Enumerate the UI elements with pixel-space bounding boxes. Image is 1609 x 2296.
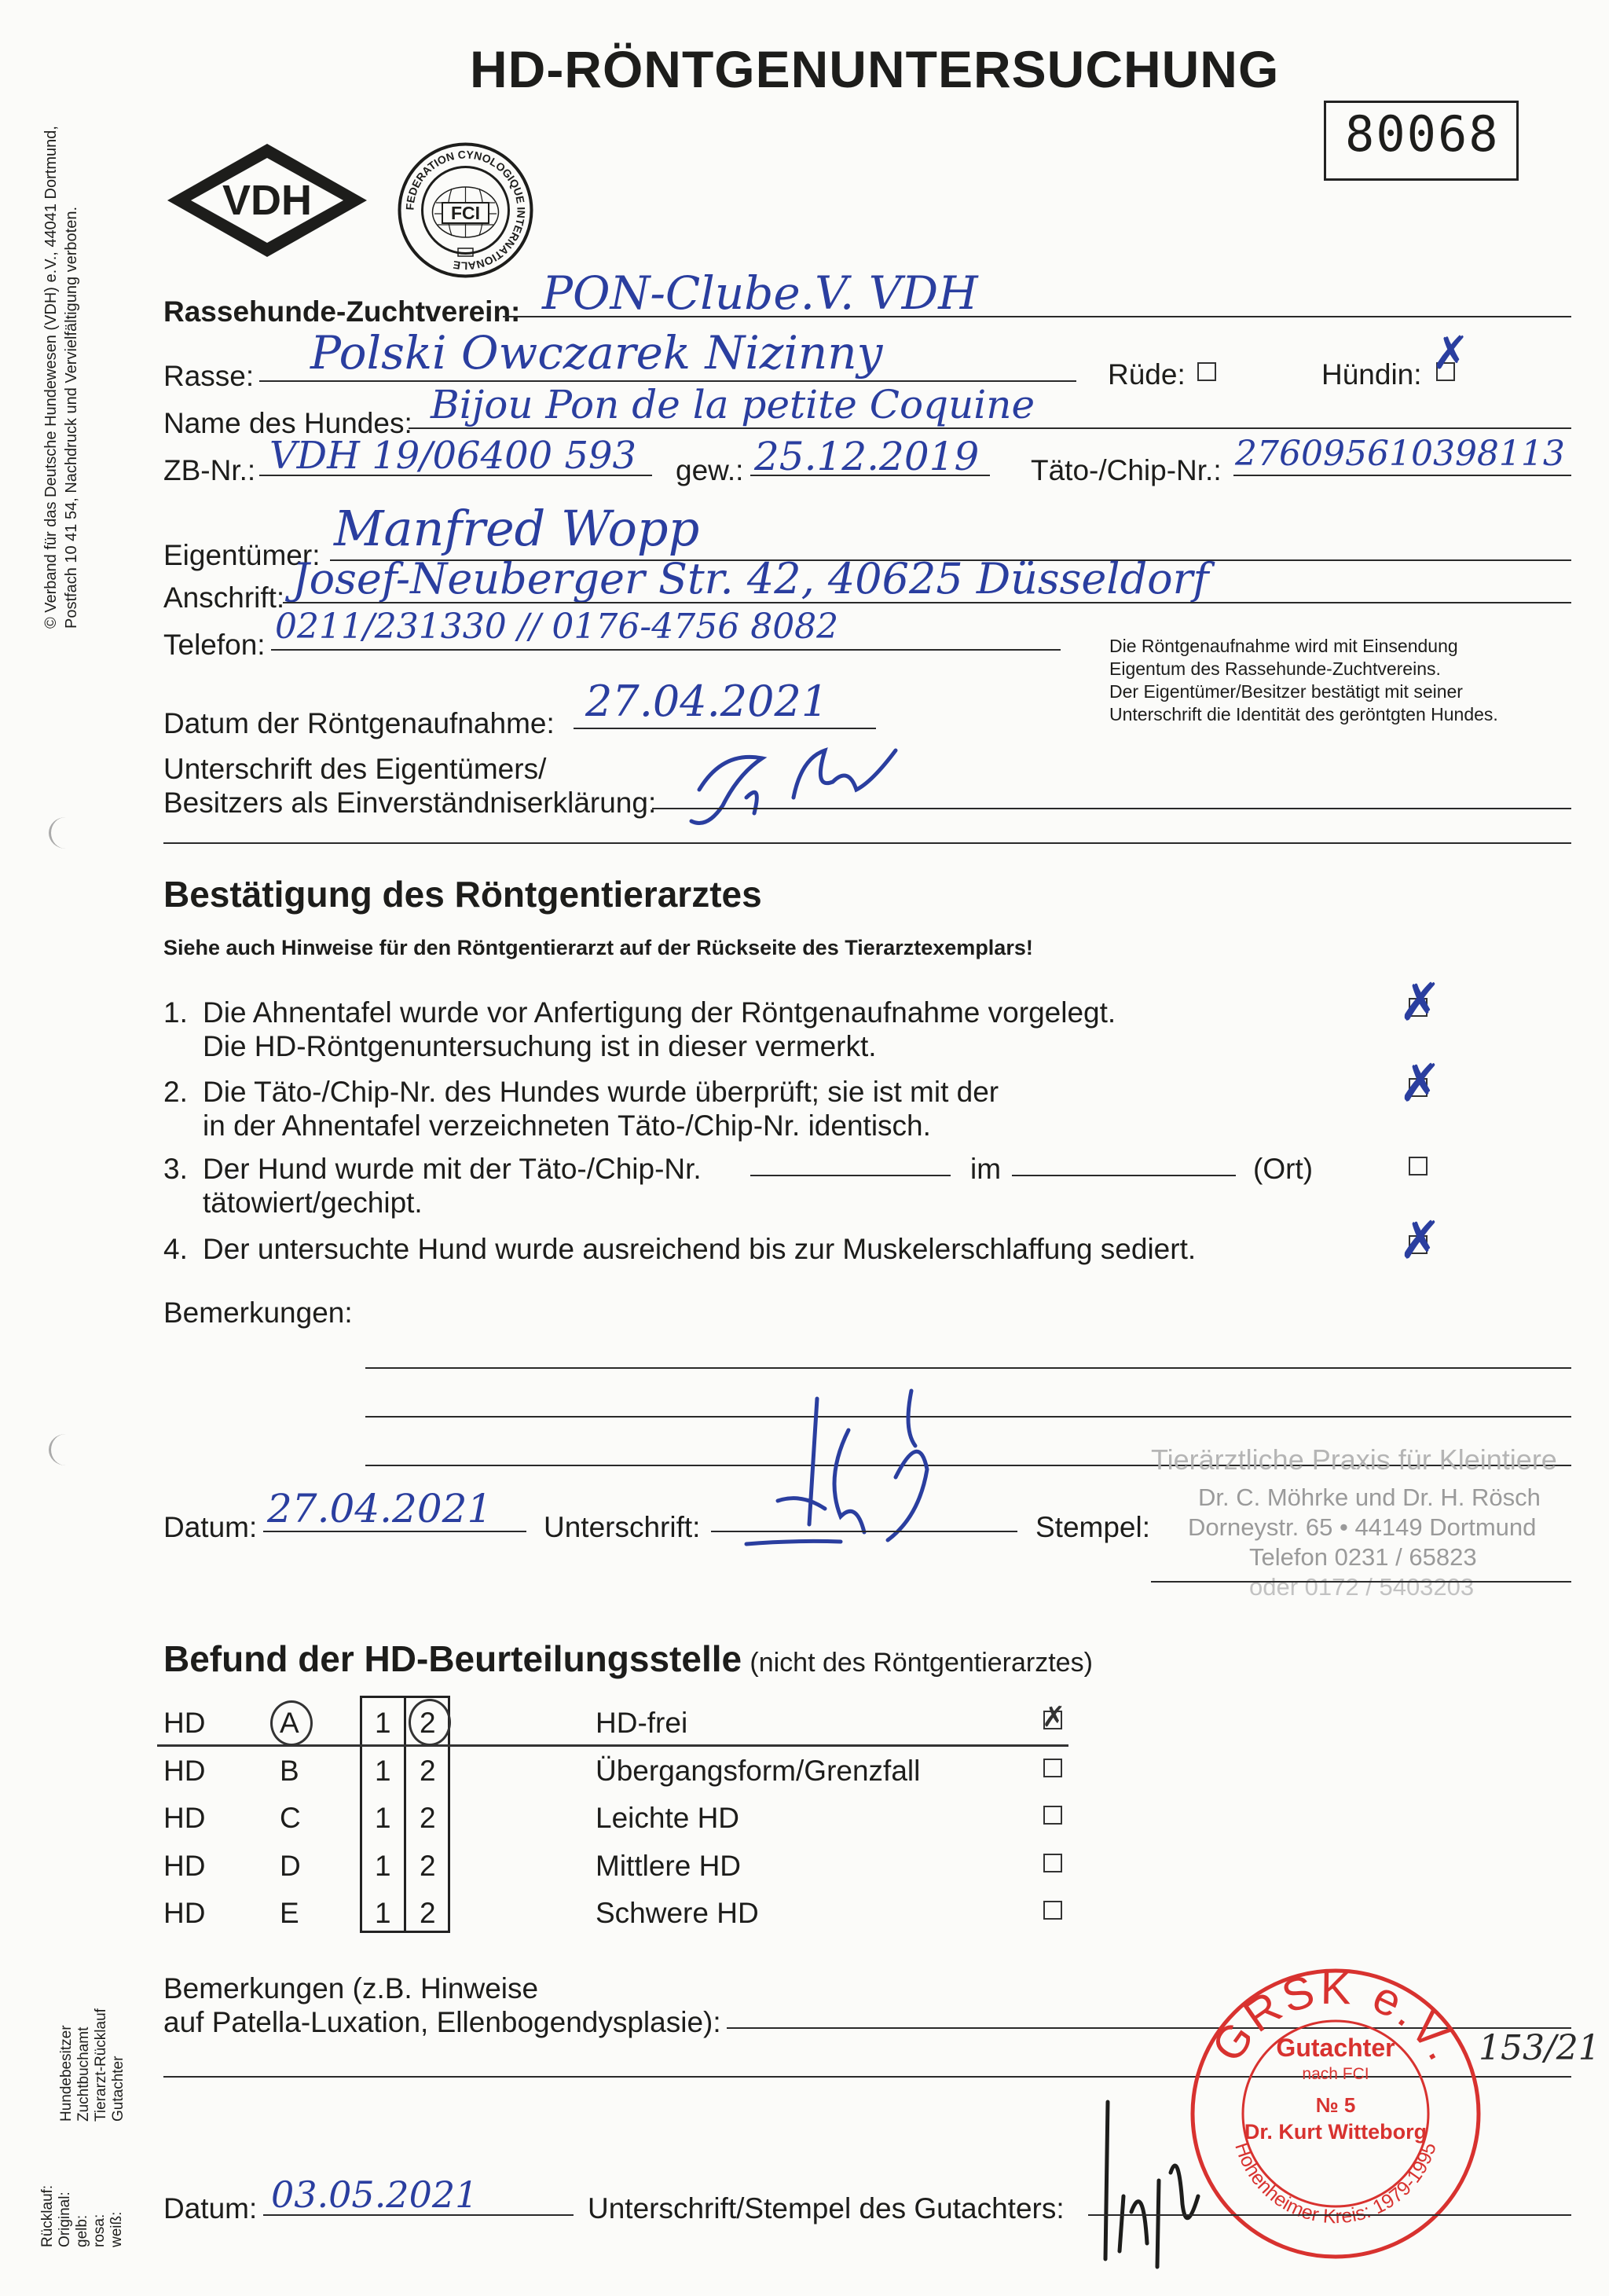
distribution-label: rosa: [91, 2213, 108, 2247]
grade-underline [157, 1744, 1068, 1747]
fci-ring-text: FEDERATION CYNOLOGIQUE INTERNATIONALE [403, 148, 528, 273]
vet-practice-stamp-line: Telefon 0231 / 65823 [1249, 1543, 1477, 1571]
distribution-value: Hundebesitzer [58, 2025, 75, 2122]
owner-signature-label-1: Unterschrift des Eigentümers/ [163, 753, 547, 785]
address-line [283, 602, 1571, 603]
phone-line [271, 649, 1061, 651]
result-row-1-label: HD-frei [596, 1707, 688, 1739]
owner-signature [676, 735, 935, 837]
born-label: gew.: [676, 454, 744, 486]
male-label: Rüde: [1108, 358, 1186, 391]
expert-stamp-sub: nach FCI [1302, 2065, 1369, 2083]
vet-item-1-num: 1. [163, 996, 188, 1029]
vet-item-3-line-2: tätowiert/gechipt. [203, 1187, 423, 1219]
vet-practice-stamp-line: Tierärztliche Praxis für Kleintiere [1151, 1443, 1557, 1476]
breed-value: Polski Owczarek Nizinny [310, 326, 883, 380]
chip-value: 276095610398113 [1235, 434, 1565, 474]
breed-label: Rasse: [163, 360, 255, 392]
vet-item-4-check-mark: ✗ [1398, 1210, 1442, 1271]
result-row-2-n1: 1 [375, 1755, 391, 1787]
result-row-2-n2: 2 [420, 1755, 436, 1787]
phone-label: Telefon: [163, 629, 266, 661]
vet-remarks-label: Bemerkungen: [163, 1297, 353, 1329]
address-value: Josef-Neuberger Str. 42, 40625 Düsseldorf [292, 554, 1209, 603]
owner-signature-label-2: Besitzers als Einverständniserklärung: [163, 787, 657, 819]
vet-item-2-line-2: in der Ahnentafel verzeichneten Täto-/Chip-Nr. identisch. [203, 1109, 931, 1142]
result-row-2-label: Übergangsform/Grenzfall [596, 1755, 921, 1787]
owner-value: Manfred Wopp [334, 500, 700, 557]
result-row-4-n1: 1 [375, 1850, 391, 1882]
result-ref-number: 153/21 [1479, 2028, 1600, 2068]
club-line [503, 316, 1571, 317]
phone-value: 0211/231330 // 0176-4756 8082 [275, 607, 839, 647]
vet-section-heading: Bestätigung des Röntgentierarztes [163, 874, 762, 915]
vdh-logo-text: VDH [222, 177, 313, 224]
result-row-5-n2: 2 [420, 1897, 436, 1929]
result-row-5-label: Schwere HD [596, 1897, 759, 1929]
distribution-value: Zuchtbuchamt [75, 2026, 92, 2122]
result-row-4-label: Mittlere HD [596, 1850, 742, 1882]
vet-item-3-line-1: Der Hund wurde mit der Täto-/Chip-Nr. [203, 1153, 702, 1185]
result-row-1-check-mark: ✗ [1042, 1701, 1066, 1733]
result-heading-wrap [163, 1638, 1093, 1679]
club-value: PON-Clube.V. VDH [542, 266, 978, 320]
page-title: HD-RÖNTGENUNTERSUCHUNG [470, 40, 1280, 98]
result-row-5-hd: HD [163, 1897, 206, 1929]
expert-stamp-top: GRSK e.V. [1201, 1962, 1471, 2071]
vet-item-1-line-2: Die HD-Röntgenuntersuchung ist in dieser vermerkt. [203, 1030, 877, 1062]
expert-stamp-name: Dr. Kurt Witteborg [1244, 2120, 1428, 2144]
result-remarks-label-2: auf Patella-Luxation, Ellenbogendysplasie): [163, 2006, 721, 2038]
copyright-text [41, 31, 82, 629]
result-row-4-hd: HD [163, 1850, 206, 1882]
zb-value: VDH 19/06400 593 [269, 434, 637, 478]
chip-line [1233, 475, 1571, 476]
result-row-1-hd: HD [163, 1707, 206, 1739]
grade-2-circle [409, 1699, 451, 1746]
result-heading-note: (nicht des Röntgentierarztes) [750, 1648, 1093, 1678]
expert-signature-label: Unterschrift/Stempel des Gutachters: [588, 2192, 1065, 2224]
owner-signature-line [652, 808, 1571, 809]
vet-date-value: 27.04.2021 [267, 1486, 493, 1531]
vet-item-3-chip-line [750, 1175, 951, 1176]
grade-box-divider [404, 1696, 406, 1933]
born-value: 25.12.2019 [754, 434, 980, 479]
dog-name-line [409, 427, 1571, 429]
distribution-values [58, 1964, 127, 2122]
vet-signature [731, 1383, 982, 1564]
dog-name-label: Name des Hundes: [163, 407, 412, 439]
vet-signature-line [711, 1531, 1017, 1532]
vet-item-2-check-mark: ✗ [1398, 1053, 1442, 1113]
expert-stamp-title: Gutachter [1276, 2034, 1395, 2062]
zb-line [259, 475, 652, 476]
notice-line: Eigentum des Rassehunde-Zuchtvereins. [1109, 658, 1441, 679]
ownership-notice [1109, 635, 1498, 726]
result-row-2-hd: HD [163, 1755, 206, 1787]
xray-date-label: Datum der Röntgenaufnahme: [163, 707, 555, 739]
xray-date-line [574, 728, 876, 729]
distribution-value: Tierarzt-Rücklauf [93, 2008, 109, 2122]
vet-item-1-check-mark: ✗ [1398, 972, 1442, 1032]
female-check-mark: ✗ [1431, 326, 1470, 380]
result-row-1-n1: 1 [375, 1707, 391, 1739]
notice-line: Die Röntgenaufnahme wird mit Einsendung [1109, 636, 1458, 656]
notice-line: Der Eigentümer/Besitzer bestätigt mit seiner [1109, 681, 1463, 702]
result-date-line [263, 2214, 574, 2216]
vet-item-3-ort: (Ort) [1253, 1153, 1314, 1185]
result-row-1-n2: 2 [420, 1707, 436, 1739]
vet-date-label: Datum: [163, 1511, 258, 1543]
result-row-2-checkbox[interactable] [1043, 1759, 1062, 1777]
distribution-label: gelb: [74, 2214, 90, 2247]
result-row-3-label: Leichte HD [596, 1802, 740, 1834]
result-remarks-label-1: Bemerkungen (z.B. Hinweise [163, 1972, 539, 2004]
result-row-3-hd: HD [163, 1802, 206, 1834]
expert-signature-line [1088, 2214, 1571, 2216]
fci-logo [397, 141, 534, 279]
form-number: 80068 [1345, 105, 1500, 163]
distribution-label: Original: [57, 2191, 73, 2247]
hole-punch-mark [49, 817, 82, 849]
vet-item-3-num: 3. [163, 1153, 188, 1185]
female-label: Hündin: [1321, 358, 1422, 391]
vet-item-3-checkbox[interactable] [1409, 1157, 1428, 1176]
result-date-value: 03.05.2021 [271, 2173, 478, 2216]
distribution-value: Gutachter [110, 2056, 126, 2122]
vet-signature-label: Unterschrift: [544, 1511, 701, 1543]
result-row-3-grade: C [280, 1802, 301, 1834]
result-row-3-n1: 1 [375, 1802, 391, 1834]
result-row-5-checkbox[interactable] [1043, 1901, 1062, 1920]
vet-stamp-line [1151, 1581, 1571, 1583]
male-checkbox[interactable] [1197, 362, 1216, 381]
result-row-3-n2: 2 [420, 1802, 436, 1834]
vet-item-3-place-line [1012, 1175, 1236, 1176]
expert-stamp-number: № 5 [1315, 2093, 1356, 2117]
zb-label: ZB-Nr.: [163, 454, 256, 486]
vet-stamp-label: Stempel: [1035, 1511, 1151, 1543]
xray-date-value: 27.04.2021 [585, 677, 829, 726]
owner-label: Eigentümer: [163, 539, 321, 571]
vet-section-subheading: Siehe auch Hinweise für den Röntgentierarzt auf der Rückseite des Tierarztexemplars! [163, 936, 1033, 959]
result-row-5-grade: E [280, 1897, 299, 1929]
chip-label: Täto-/Chip-Nr.: [1031, 454, 1222, 486]
address-label: Anschrift: [163, 581, 285, 614]
expert-stamp-bottom: Hohenheimer Kreis: 1979-1995 [1230, 2140, 1441, 2228]
vet-item-2-line-1: Die Täto-/Chip-Nr. des Hundes wurde überprüft; sie ist mit der [203, 1076, 999, 1108]
distribution-label: weiß: [108, 2211, 125, 2247]
dog-name-value: Bijou Pon de la petite Coquine [431, 382, 1035, 427]
vet-date-line [263, 1531, 526, 1532]
expert-signature [1096, 2086, 1245, 2283]
result-row-2-grade: B [280, 1755, 299, 1787]
copyright-line-2: Postfach 10 41 54, Nachdruck und Vervielfältigung verboten. [63, 206, 80, 629]
vet-practice-stamp-line: oder 0172 / 5403203 [1249, 1573, 1475, 1601]
result-row-3-checkbox[interactable] [1043, 1806, 1062, 1825]
vet-item-2-num: 2. [163, 1076, 188, 1108]
result-row-4-grade: D [280, 1850, 301, 1882]
club-label: Rassehunde-Zuchtverein: [163, 295, 521, 328]
result-row-1-grade: A [280, 1707, 299, 1739]
notice-line: Unterschrift die Identität des geröntgten Hundes. [1109, 704, 1498, 724]
result-row-4-checkbox[interactable] [1043, 1854, 1062, 1872]
section-divider [163, 842, 1571, 844]
vet-item-4-line-1: Der untersuchte Hund wurde ausreichend bis zur Muskelerschlaffung sediert. [203, 1233, 1197, 1265]
vdh-logo [161, 138, 373, 263]
vet-item-1-line-1: Die Ahnentafel wurde vor Anfertigung der Röntgenaufnahme vorgelegt. [203, 996, 1116, 1029]
distribution-labels [39, 2145, 126, 2247]
hole-punch-mark [49, 1434, 82, 1465]
result-date-label: Datum: [163, 2192, 258, 2224]
vet-remarks-line [365, 1367, 1571, 1369]
born-line [750, 475, 990, 476]
distribution-label: Rücklauf: [39, 2184, 56, 2247]
result-row-5-n1: 1 [375, 1897, 391, 1929]
result-row-4-n2: 2 [420, 1850, 436, 1882]
vet-practice-stamp-line: Dr. C. Möhrke und Dr. H. Rösch [1198, 1484, 1541, 1511]
copyright-line-1: © Verband für das Deutsche Hundewesen (VDH) e.V., 44041 Dortmund, [42, 126, 60, 629]
result-heading: Befund der HD-Beurteilungsstelle [163, 1638, 742, 1679]
grade-a-circle [270, 1700, 313, 1746]
fci-logo-text: FCI [450, 203, 481, 223]
vet-item-4-num: 4. [163, 1233, 188, 1265]
vet-practice-stamp-line: Dorneystr. 65 • 44149 Dortmund [1188, 1513, 1537, 1541]
vet-item-3-im: im [970, 1153, 1002, 1185]
